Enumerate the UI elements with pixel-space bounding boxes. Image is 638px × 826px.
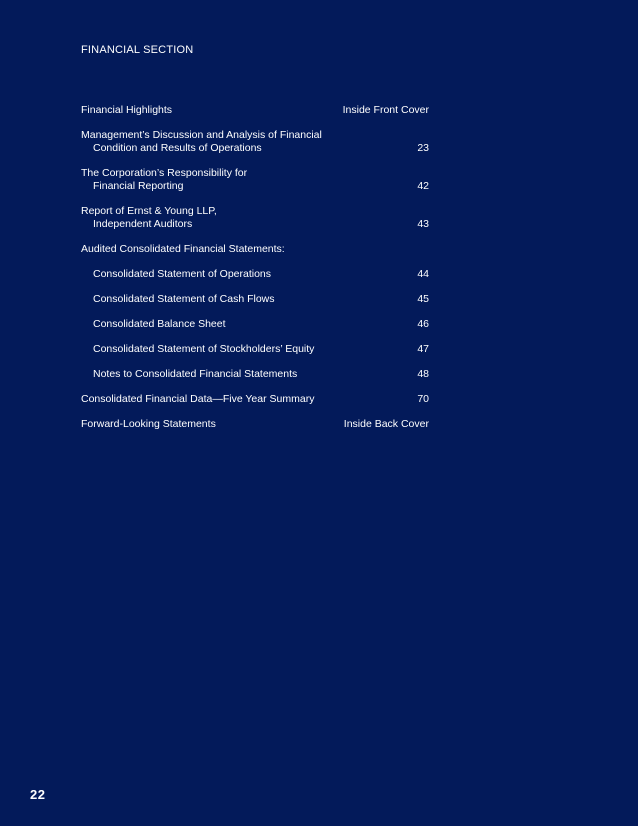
toc-entry-page: 42	[417, 180, 429, 192]
toc-entry-label: Notes to Consolidated Financial Statements	[93, 368, 298, 380]
toc-entry-page: 46	[417, 318, 429, 330]
toc-entry-mdna[interactable]	[81, 129, 429, 155]
toc-entry-statement-of-operations[interactable]	[81, 268, 429, 281]
toc-entry-notes[interactable]	[81, 368, 429, 381]
toc-entry-page: 47	[417, 343, 429, 355]
toc-entry-label: Consolidated Statement of Cash Flows	[93, 293, 275, 305]
toc-entry-label: Management’s Discussion and Analysis of Financial Condition and Results of Operations	[81, 129, 322, 154]
toc-entry-label: Report of Ernst & Young LLP, Independent Auditors	[81, 205, 217, 230]
toc-entry-label: Consolidated Financial Data—Five Year Summary	[81, 393, 315, 405]
section-title: FINANCIAL SECTION	[81, 44, 194, 56]
page-number: 22	[30, 787, 46, 802]
toc-entry-page: 70	[417, 393, 429, 405]
toc-entry-label: The Corporation’s Responsibility for Financial Reporting	[81, 167, 248, 192]
toc-entry-stockholders-equity[interactable]	[81, 343, 429, 356]
toc-entry-financial-highlights[interactable]	[81, 104, 429, 117]
toc-entry-page: 43	[417, 218, 429, 230]
toc-entry-page: 48	[417, 368, 429, 380]
toc-entry-statement-of-cash-flows[interactable]	[81, 293, 429, 306]
toc-entry-label: Consolidated Balance Sheet	[93, 318, 226, 330]
toc-entry-label: Forward-Looking Statements	[81, 418, 216, 430]
toc-entry-page: Inside Front Cover	[342, 104, 429, 116]
toc-entry-page: 44	[417, 268, 429, 280]
toc-entry-responsibility[interactable]	[81, 167, 429, 193]
toc-entry-page: 23	[417, 142, 429, 154]
toc-entry-label: Audited Consolidated Financial Statements:	[81, 243, 285, 255]
toc-entry-label: Financial Highlights	[81, 104, 173, 116]
toc-entry-forward-looking[interactable]	[81, 418, 429, 431]
toc-entry-page: Inside Back Cover	[343, 418, 429, 430]
toc-entry-audited-statements-heading	[81, 243, 429, 256]
toc-entry-label: Consolidated Statement of Stockholders’ Equity	[93, 343, 315, 355]
toc-entry-balance-sheet[interactable]	[81, 318, 429, 331]
toc-entry-label: Consolidated Statement of Operations	[93, 268, 272, 280]
toc-entry-auditors-report[interactable]	[81, 205, 429, 231]
toc-entry-five-year-summary[interactable]	[81, 393, 429, 406]
toc-entry-page: 45	[417, 293, 429, 305]
table-of-contents	[81, 104, 429, 431]
